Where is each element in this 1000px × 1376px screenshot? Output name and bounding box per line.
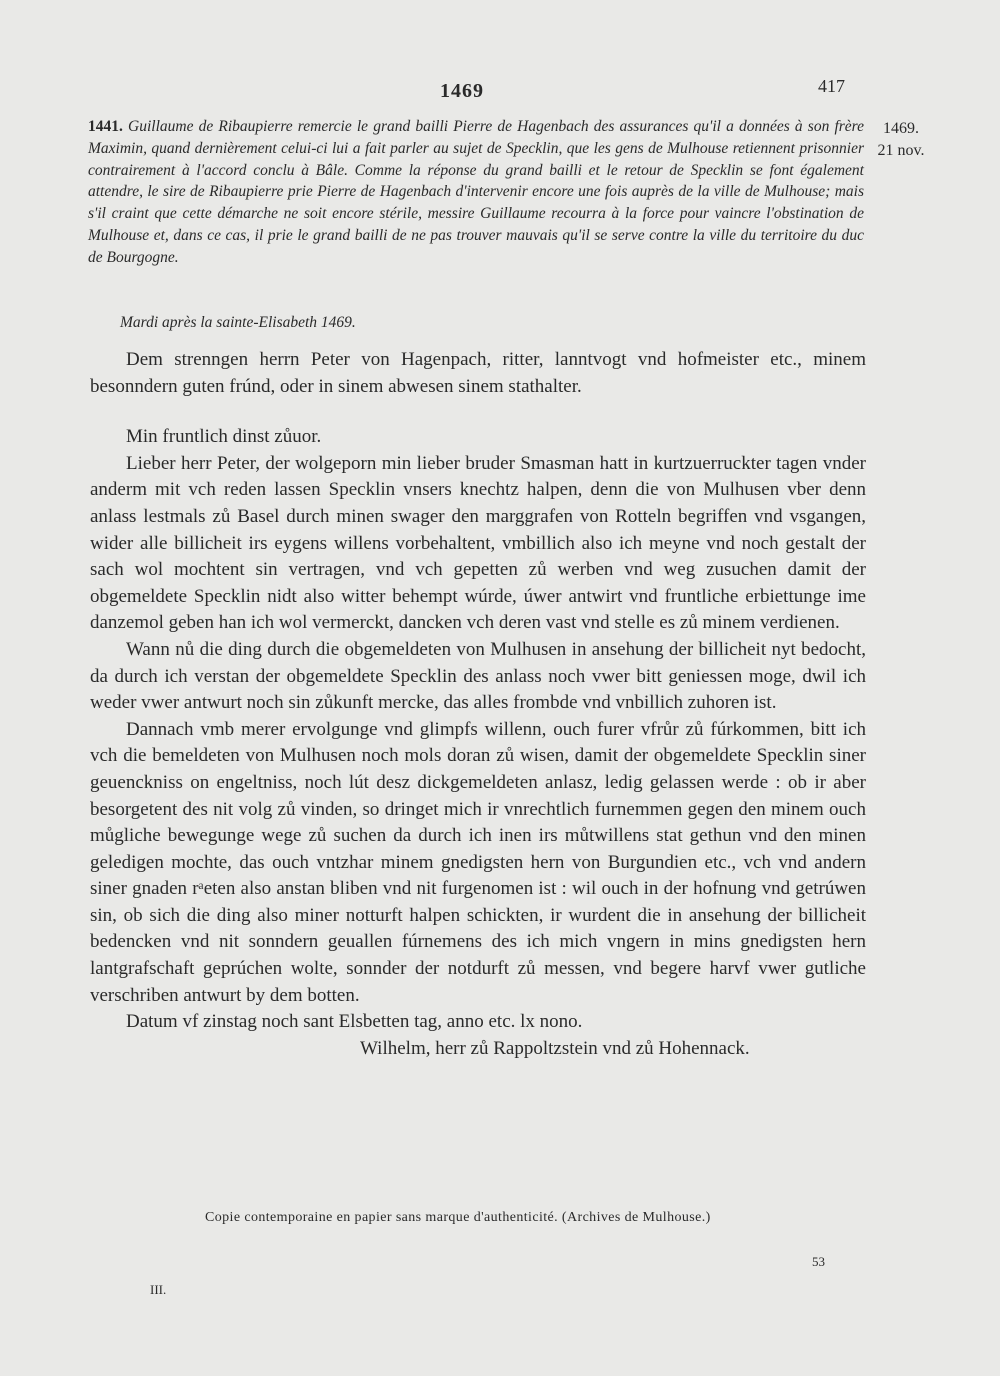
letter-greeting: Min fruntlich dinst zůuor.	[126, 426, 322, 448]
margin-date-note	[872, 118, 930, 162]
running-head-year: 1469	[440, 80, 484, 102]
page-number: 417	[818, 76, 845, 96]
source-note: Copie contemporaine en papier sans marque d'authenticité. (Archives de Mulhouse.)	[205, 1210, 711, 1225]
margin-year: 1469.	[883, 120, 919, 137]
document-number: 1441.	[88, 118, 123, 135]
letter-signature: Wilhelm, herr zů Rappoltzstein vnd zů Hohennack.	[360, 1037, 750, 1059]
sheet-signature: 53	[812, 1254, 825, 1269]
volume-mark: III.	[150, 1282, 167, 1297]
margin-day: 21 nov.	[877, 142, 925, 159]
summary-text: Guillaume de Ribaupierre remercie le grand bailli Pierre de Hagenbach des assurances qu'il a données à son frère Maximin, quand dernièrement celui-ci lui a fait parler au sujet de Specklin, que les gens de Mulhouse retiennent prisonnier contrairement à l'accord conclu à Bâle. Comme la réponse du grand bailli et le retour de Specklin se font également attendre, le sire de Ribaupierre prie Pierre de Hagenbach d'intervenir encore une fois auprès de la ville de Mulhouse; mais s'il craint que cette démarche ne soit encore stérile, messire Guillaume recourra à la force pour vaincre l'obstination de Mulhouse et, dans ce cas, il prie le grand bailli de ne pas trouver mauvais qu'il se serve contre la ville du territoire du duc de Bourgogne.	[88, 118, 865, 266]
document-summary	[88, 116, 864, 269]
letter-paragraph: Lieber herr Peter, der wolgeporn min lieber bruder Smasman hatt in kurtzuerruckter tagen vnder anderm mit vch reden lassen Specklin vnsers knechtz halpen, denn die von Mulhusen vber denn anlass lestmals zů Basel durch minen swager den marggrafen von Rotteln begriffen vnd vsgangen, wider alle billicheit irs eygens willens vorbehaltent, vmbillich also ich meyne vnd noch gestalt der sach wol mochtent sin vertragen, vnd vch gepetten zů werben vnd weg zusuchen damit der obgemeldete Specklin nidt also witter behempt wúrde, úwer antwirt vnd fruntliche erbiettunge ime danzemol geben han ich wol vermerckt, dancken vch deren vast vnd stelle es zů minem verdienen.	[90, 452, 866, 634]
letter-paragraph: Wann nů die ding durch die obgemeldeten von Mulhusen in ansehung der billicheit nyt bedocht, da durch ich verstan der obgemeldete Specklin des anlass noch vwer bitt geniessen moge, dwil ich weder vwer antwurt noch sin zůkunft mercke, das alles frombde vnd vnbillich zuhoren ist.	[90, 638, 866, 714]
letter-address: Dem strenngen herrn Peter von Hagenpach, ritter, lanntvogt vnd hofmeister etc., minem besonndern guten frúnd, oder in sinem abwesen sinem stathalter.	[90, 349, 866, 397]
summary-date: Mardi après la sainte-Elisabeth 1469.	[120, 314, 356, 331]
letter-dating: Datum vf zinstag noch sant Elsbetten tag, anno etc. lx nono.	[126, 1011, 583, 1033]
letter-paragraph: Dannach vmb merer ervolgunge vnd glimpfs willenn, ouch furer vfrůr zů fúrkommen, bitt ich vch die bemeldeten von Mulhusen noch mols doran zů wisen, damit der obgemeldete Specklin siner geuenckniss on engeltniss, noch lút desz dickgemeldeten anlasz, ledig gelassen werde : ob ir aber besorgetent des nit volg zů vinden, so dringet mich ir vnrechtlich furnemmen gegen den minem ouch můgliche bewegunge wege zů suchen da durch ich inen irs můtwillens stat gethun vnd den minen geledigen mochte, das ouch vntzhar minem gnedigsten hern von Burgundien etc., vch vnd andern siner gnaden rᵃeten also anstan bliben vnd nit furgenomen ist : wil ouch in der hofnung vnd getrúwen sin, ob sich die ding also miner notturft halpen schickten, ir wurdent die in ansehung der billicheit bedencken vnd nit sonndern geuallen fúrnemens des ich mich vngern in mins gnedigsten hern lantgrafschaft geprúchen wolte, sonnder der notdurft zů messen, vnd begere harvf vwer gutliche verschriben antwurt by dem botten.	[90, 718, 866, 1006]
letter-body	[90, 347, 866, 1062]
